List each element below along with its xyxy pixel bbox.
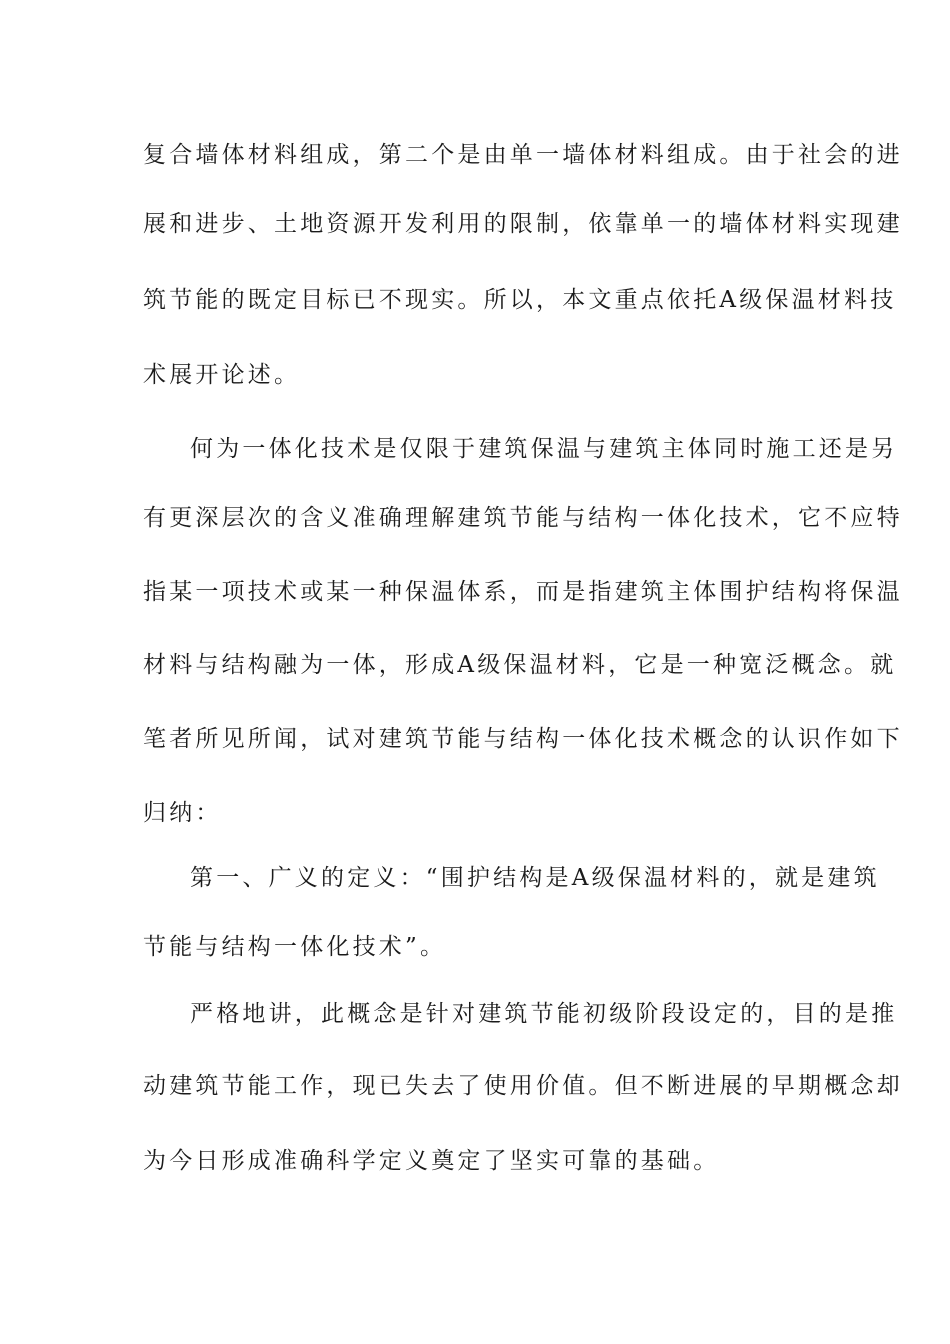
text-line: 归纳： [143,800,222,826]
text-line: 节能与结构一体化技术”。 [143,934,447,960]
text-line: 笔者所见所闻，试对建筑节能与结构一体化技术概念的认识作如下 [143,726,903,752]
text-line: 材料与结构融为一体，形成A级保温材料，它是一种宽泛概念。就 [143,652,897,678]
text-line: 为今日形成准确科学定义奠定了坚实可靠的基础。 [143,1148,720,1174]
text-line: 动建筑节能工作，现已失去了使用价值。但不断进展的早期概念却 [143,1073,903,1099]
paragraph-first-line: 何为一体化技术是仅限于建筑保温与建筑主体同时施工还是另 [190,436,898,462]
text-line: 指某一项技术或某一种保温体系，而是指建筑主体围护结构将保温 [143,579,903,605]
text-line: 术展开论述。 [143,362,301,388]
text-line: 有更深层次的含义准确理解建筑节能与结构一体化技术，它不应特 [143,505,903,531]
text-line: 展和进步、土地资源开发利用的限制，依靠单一的墙体材料实现建 [143,211,903,237]
paragraph-first-line: 严格地讲，此概念是针对建筑节能初级阶段设定的，目的是推 [190,1001,898,1027]
text-line: 筑节能的既定目标已不现实。所以，本文重点依托A级保温材料技 [143,287,897,313]
paragraph-first-line: 第一、广义的定义：“围护结构是A级保温材料的，就是建筑 [190,865,880,891]
text-line: 复合墙体材料组成，第二个是由单一墙体材料组成。由于社会的进 [143,142,903,168]
